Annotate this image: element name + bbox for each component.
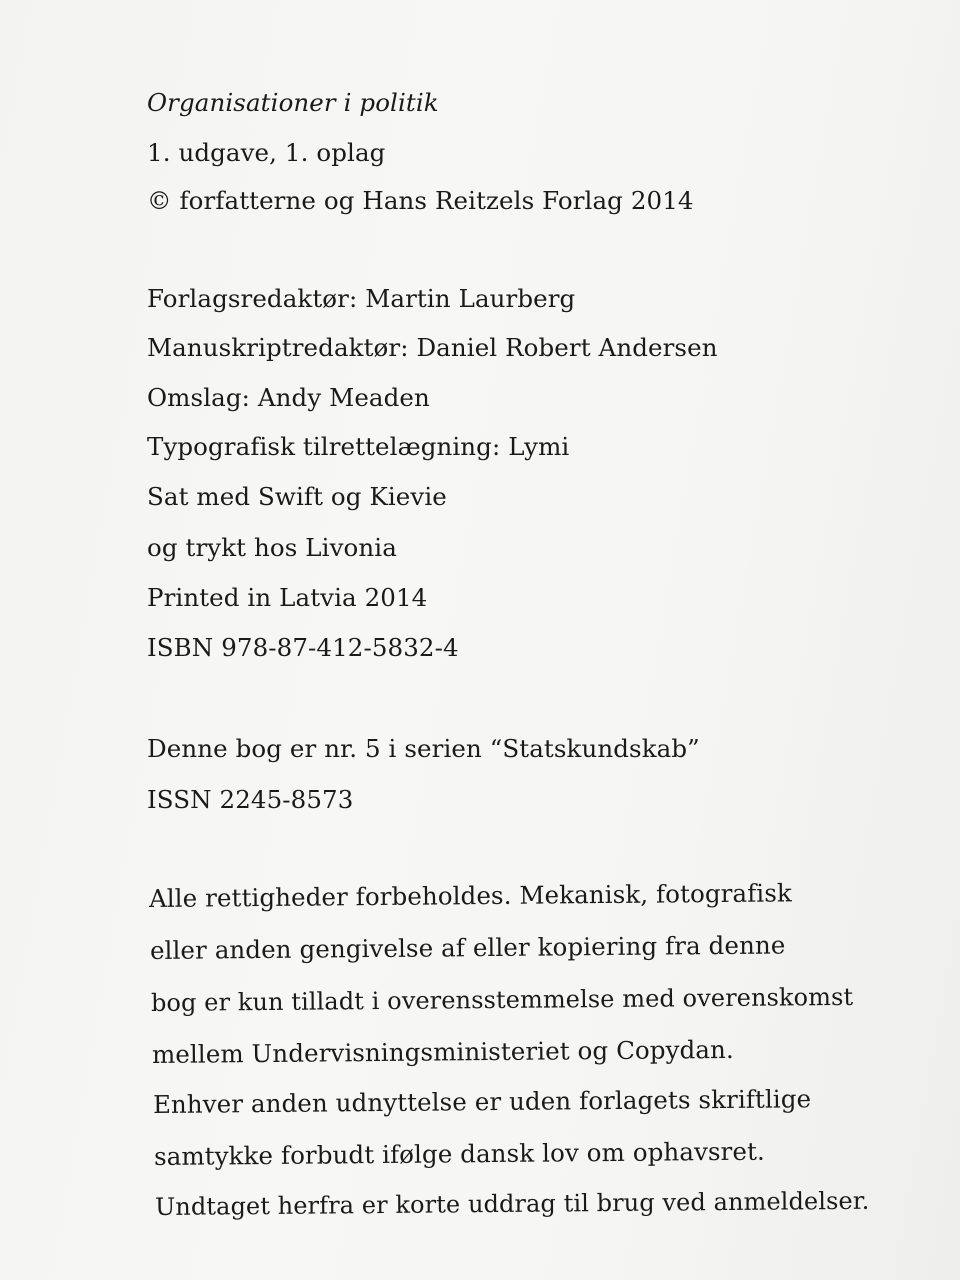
rights-line: Undtaget herfra er korte uddrag til brug ved anmeldelser. bbox=[154, 1186, 870, 1221]
cover-credit-line: Omslag: Andy Meaden bbox=[147, 383, 430, 412]
manuscript-editor-line: Manuskriptredaktør: Daniel Robert Andersen bbox=[147, 333, 718, 362]
rights-line: mellem Undervisningsministeriet og Copydan. bbox=[151, 1034, 734, 1069]
rights-line: bog er kun tilladt i overensstemmelse med overenskomst bbox=[150, 982, 854, 1017]
edition-line: 1. udgave, 1. oplag bbox=[147, 138, 386, 167]
rights-line: eller anden gengivelse af eller kopiering fra denne bbox=[149, 930, 786, 965]
book-title: Organisationer i politik bbox=[147, 88, 439, 117]
printed-in-line: Printed in Latvia 2014 bbox=[147, 583, 428, 612]
copyright-line: © forfatterne og Hans Reitzels Forlag 2014 bbox=[147, 186, 694, 215]
rights-line: Enhver anden udnyttelse er uden forlagets skriftlige bbox=[152, 1084, 812, 1119]
typography-credit-line: Typografisk tilrettelægning: Lymi bbox=[147, 432, 570, 461]
typeset-line: Sat med Swift og Kievie bbox=[147, 482, 447, 511]
rights-line: samtykke forbudt ifølge dansk lov om ophavsret. bbox=[153, 1136, 765, 1171]
publisher-editor-line: Forlagsredaktør: Martin Laurberg bbox=[147, 284, 576, 313]
series-note-line: Denne bog er nr. 5 i serien “Statskundskab” bbox=[147, 734, 700, 763]
isbn-line: ISBN 978-87-412-5832-4 bbox=[147, 633, 459, 662]
rights-line: Alle rettigheder forbeholdes. Mekanisk, fotografisk bbox=[148, 878, 793, 913]
issn-line: ISSN 2245-8573 bbox=[147, 785, 354, 814]
printer-line: og trykt hos Livonia bbox=[147, 533, 397, 562]
